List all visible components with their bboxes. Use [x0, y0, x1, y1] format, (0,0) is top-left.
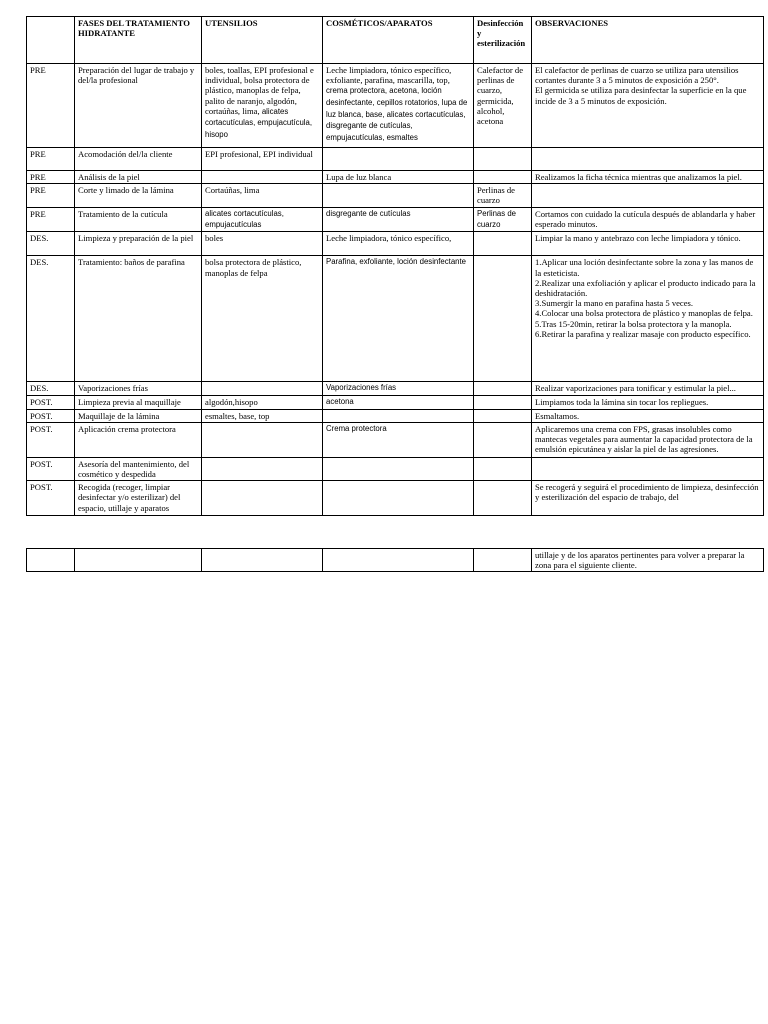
- observaciones-cell: Esmaltamos.: [532, 409, 764, 422]
- cosmeticos-cell: acetona: [323, 395, 474, 409]
- fase-cell: Corte y limado de la lámina: [75, 184, 202, 208]
- phase-cell: DES.: [27, 382, 75, 396]
- cosmeticos-cell: Vaporizaciones frías: [323, 382, 474, 396]
- observaciones-cell: Se recogerá y seguirá el procedimiento de limpieza, desinfección y esterilización del espacio de trabajo, del: [532, 481, 764, 516]
- utensilios-cell: boles: [202, 232, 323, 256]
- observaciones-cell: [532, 184, 764, 208]
- utensilios-cell: bolsa protectora de plástico, manoplas de felpa: [202, 256, 323, 382]
- fase-cell: Tratamiento de la cutícula: [75, 208, 202, 232]
- phase-cell: PRE: [27, 208, 75, 232]
- desinfeccion-cell: [474, 457, 532, 480]
- desinfeccion-cell: [474, 382, 532, 396]
- fase-cell: Preparación del lugar de trabajo y del/la profesional: [75, 64, 202, 148]
- desinfeccion-cell: Perlinas de cuarzo: [474, 184, 532, 208]
- utensilios-cell: [202, 549, 323, 572]
- observaciones-cell: Aplicaremos una crema con FPS, grasas insolubles como mantecas vegetales para aumentar la capacidad protectora de la emulsión epicutánea y aislar la piel de las agresiones.: [532, 422, 764, 457]
- fase-cell: Tratamiento: baños de parafina: [75, 256, 202, 382]
- utensilios-cell: EPI profesional, EPI individual: [202, 148, 323, 171]
- cosmeticos-cell: [323, 409, 474, 422]
- phase-cell: POST.: [27, 457, 75, 480]
- fase-cell: Asesoría del mantenimiento, del cosmético y despedida: [75, 457, 202, 480]
- phase-cell: PRE: [27, 171, 75, 184]
- desinfeccion-cell: [474, 549, 532, 572]
- fase-cell: Limpieza previa al maquillaje: [75, 395, 202, 409]
- desinfeccion-cell: [474, 171, 532, 184]
- utensilios-text: boles, toallas, EPI profesional e individual, bolsa protectora de plástico, manoplas de felpa, palito de naranjo, algodón, cortaúñas, lima,: [205, 65, 314, 116]
- observaciones-cell: [532, 457, 764, 480]
- cosmeticos-cell: [323, 64, 474, 148]
- observaciones-cell: 1.Aplicar una loción desinfectante sobre la zona y las manos de la esteticista. 2.Realizar una exfoliación y aplicar el producto indicado para la deshidratación. 3.Sumergir la mano en parafina hasta 5 veces. 4.Colocar una bolsa protectora de plástico y manoplas de felpa. 5.Tras 15-20min, retirar la bolsa protectora y la manopla. 6.Retirar la parafina y realizar masaje con producto específico.: [532, 256, 764, 382]
- treatment-table: [26, 16, 764, 516]
- phase-cell: POST.: [27, 481, 75, 516]
- header-desinfeccion: Desinfección y esterilización: [474, 17, 532, 64]
- desinfeccion-cell: [474, 232, 532, 256]
- cosmeticos-cell: [323, 481, 474, 516]
- continuation-table: [26, 548, 764, 572]
- fase-cell: Limpieza y preparación de la piel: [75, 232, 202, 256]
- table-row: [27, 232, 764, 256]
- desinfeccion-cell: [474, 395, 532, 409]
- desinfeccion-cell: Calefactor de perlinas de cuarzo, germicida, alcohol, acetona: [474, 64, 532, 148]
- fase-cell: Análisis de la piel: [75, 171, 202, 184]
- desinfeccion-cell: [474, 409, 532, 422]
- desinfeccion-cell: [474, 148, 532, 171]
- phase-cell: POST.: [27, 409, 75, 422]
- table-row: [27, 171, 764, 184]
- utensilios-cell: [202, 382, 323, 396]
- observaciones-cell: Realizamos la ficha técnica mientras que analizamos la piel.: [532, 171, 764, 184]
- table-row: [27, 64, 764, 148]
- utensilios-cell: algodón,hisopo: [202, 395, 323, 409]
- observaciones-cell: El calefactor de perlinas de cuarzo se utiliza para utensilios cortantes durante 3 a 5 minutos de exposición a 250°. El germicida se utiliza para desinfectar la superficie en la que incide de 3 a 5 minutos de exposición.: [532, 64, 764, 148]
- header-row: [27, 17, 764, 64]
- cosmeticos-cell: Leche limpiadora, tónico específico,: [323, 232, 474, 256]
- cosmeticos-cell: [323, 549, 474, 572]
- phase-cell: PRE: [27, 184, 75, 208]
- cosmeticos-cell: Lupa de luz blanca: [323, 171, 474, 184]
- cosmeticos-text: Leche limpiadora, tónico específico, exfoliante, parafina, mascarilla, top,: [326, 65, 452, 86]
- utensilios-cell: Cortaúñas, lima: [202, 184, 323, 208]
- cosmeticos-cell: [323, 457, 474, 480]
- phase-cell: DES.: [27, 256, 75, 382]
- desinfeccion-cell: [474, 256, 532, 382]
- utensilios-cell: [202, 64, 323, 148]
- utensilios-cell: alicates cortacutículas, empujacutículas: [202, 208, 323, 232]
- utensilios-cell: [202, 171, 323, 184]
- header-utensilios: UTENSILIOS: [202, 17, 323, 64]
- cosmeticos-cell: [323, 184, 474, 208]
- fase-cell: Maquillaje de la lámina: [75, 409, 202, 422]
- table-row: [27, 382, 764, 396]
- phase-cell: PRE: [27, 64, 75, 148]
- table-row: [27, 409, 764, 422]
- observaciones-cell: Realizar vaporizaciones para tonificar y estimular la piel...: [532, 382, 764, 396]
- desinfeccion-cell: [474, 481, 532, 516]
- header-cosmeticos: COSMÉTICOS/APARATOS: [323, 17, 474, 64]
- desinfeccion-cell: [474, 422, 532, 457]
- table-row: [27, 457, 764, 480]
- header-phase: [27, 17, 75, 64]
- cosmeticos-cell: [323, 148, 474, 171]
- utensilios-text-sans: alicates cortacutículas, empujacutícula, hisopo: [205, 106, 313, 139]
- header-observaciones: OBSERVACIONES: [532, 17, 764, 64]
- table-row: [27, 422, 764, 457]
- table-row: [27, 256, 764, 382]
- table-row: [27, 184, 764, 208]
- table-row: [27, 481, 764, 516]
- cosmeticos-text-sans: crema protectora, acetona, loción desinfectante, cepillos rotatorios, lupa de luz blanca, base, alicates cortacutículas, disgregante de cutículas, empujacutículas, esmaltes: [326, 86, 468, 142]
- fase-cell: Vaporizaciones frías: [75, 382, 202, 396]
- fase-cell: Aplicación crema protectora: [75, 422, 202, 457]
- fase-cell: Acomodación del/la cliente: [75, 148, 202, 171]
- table-row: [27, 148, 764, 171]
- phase-cell: POST.: [27, 395, 75, 409]
- table-row: [27, 395, 764, 409]
- cosmeticos-cell: disgregante de cutículas: [323, 208, 474, 232]
- observaciones-cell: utillaje y de los aparatos pertinentes para volver a preparar la zona para el siguiente cliente.: [532, 549, 764, 572]
- fase-cell: [75, 549, 202, 572]
- observaciones-cell: Limpiar la mano y antebrazo con leche limpiadora y tónico.: [532, 232, 764, 256]
- header-fases: FASES DEL TRATAMIENTO HIDRATANTE: [75, 17, 202, 64]
- phase-cell: DES.: [27, 232, 75, 256]
- cosmeticos-cell: Parafina, exfoliante, loción desinfectante: [323, 256, 474, 382]
- utensilios-cell: [202, 457, 323, 480]
- phase-cell: POST.: [27, 422, 75, 457]
- phase-cell: PRE: [27, 148, 75, 171]
- observaciones-cell: Limpiamos toda la lámina sin tocar los repliegues.: [532, 395, 764, 409]
- fase-cell: Recogida (recoger, limpiar desinfectar y/o esterilizar) del espacio, utillaje y aparatos: [75, 481, 202, 516]
- cosmeticos-cell: Crema protectora: [323, 422, 474, 457]
- table-row: [27, 208, 764, 232]
- phase-cell: [27, 549, 75, 572]
- observaciones-cell: Cortamos con cuidado la cutícula después de ablandarla y haber esperado minutos.: [532, 208, 764, 232]
- table-row: [27, 549, 764, 572]
- desinfeccion-cell: Perlinas de cuarzo: [474, 208, 532, 232]
- utensilios-cell: [202, 422, 323, 457]
- observaciones-cell: [532, 148, 764, 171]
- utensilios-cell: esmaltes, base, top: [202, 409, 323, 422]
- utensilios-cell: [202, 481, 323, 516]
